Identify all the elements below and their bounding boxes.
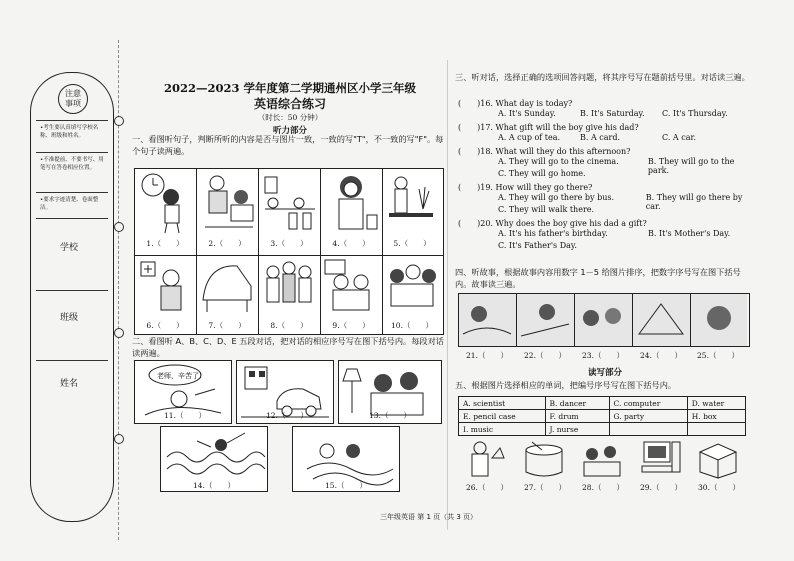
part3-questions [458,98,758,254]
word-row [459,410,746,423]
option[interactable]: C. It's Father's Day. [498,241,577,250]
word-cell [687,423,745,436]
box-picture [690,438,748,480]
speech-bubble-text: 老师，辛苦了！ [157,372,206,380]
option[interactable]: B. They will go there by car. [645,193,743,211]
word-cell [609,423,687,436]
field-divider [36,360,108,361]
story-picture-4 [633,294,691,346]
question-20: ( )20. Why does the boy give his dad a gift? [458,219,647,228]
notice-item: •要求字迹清楚、卷面整洁。 [40,197,99,211]
question-19: ( )19. How will they go there? [458,183,593,192]
notice-item: •不准提前、不要书写、用笔写在答卷相应位置。 [40,157,104,171]
word-cell: G. party [609,410,687,423]
word-cell: D. water [687,397,745,410]
binding-hole [114,116,124,126]
answer-blank[interactable]: 4.（ ） [332,239,370,248]
question-17: ( )17. What gift will the boy give his dad? [458,123,639,132]
listening-header: 听力部分 [272,126,307,136]
word-cell: B. dancer [545,397,609,410]
notice-divider [36,218,108,219]
answer-blank[interactable]: 7.（ ） [208,321,246,330]
answer-blank[interactable]: 10.（ ） [391,321,433,330]
field-divider [36,290,108,291]
cut-line [118,40,119,540]
answer-blank[interactable]: 9.（ ） [332,321,370,330]
answer-blank[interactable]: 6.（ ） [146,321,184,330]
class-label: 班级 [60,313,79,323]
answer-blank[interactable]: 27.（ ） [524,483,566,492]
notice-item: •考生要认真填写学校名称、班级和姓名。 [40,125,99,139]
answer-blank[interactable]: 13.（ ） [369,411,411,420]
question-18: ( )18. What will they do this afternoon? [458,147,631,156]
options-16 [458,109,758,122]
reading-header: 读写部分 [587,368,622,378]
word-row [459,423,746,436]
answer-blank[interactable]: 1.（ ） [146,239,184,248]
answer-blank[interactable]: 15.（ ） [325,481,367,490]
part2-blanks-row-2 [160,480,400,491]
name-label: 姓名 [60,379,79,389]
part3-instruction: 三、听对话，选择正确的选项回答问题，将其序号写在题前括号里。对话读三遍。 [455,72,750,82]
part4-instruction: 四、听故事，根据故事内容用数字 1－5 给图片排序，把数字序号写在图下括号内。故事读三遍。 [455,267,741,289]
answer-blank[interactable]: 26.（ ） [466,483,508,492]
answer-blank[interactable]: 3.（ ） [270,239,308,248]
computer-picture [632,438,690,480]
scientist-picture [458,438,516,480]
word-cell: C. computer [609,397,687,410]
question-16: ( )16. What day is today? [458,99,573,108]
option[interactable]: C. They will walk there. [498,205,595,214]
drum-picture [516,438,574,480]
notice-divider [36,120,108,121]
school-label: 学校 [60,243,79,253]
option[interactable]: B. A card. [580,133,621,142]
answer-blank[interactable]: 22.（ ） [524,351,566,360]
part2-instruction: 二、看图听 A、B、C、D、E 五段对话，把对话的相应序号写在图下括号内。每段对话读两遍。 [132,336,444,358]
word-cell: I. music [459,423,546,436]
part4-blanks [458,350,748,361]
answer-blank[interactable]: 5.（ ） [393,239,431,248]
story-picture-5 [691,294,747,346]
options-20 [458,229,758,241]
option[interactable]: C. A car. [662,133,696,142]
exam-title: 2022—2023 学年度第二学期通州区小学三年级 [163,81,416,95]
answer-blank[interactable]: 21.（ ） [466,351,508,360]
part2-blanks-row-1 [134,410,442,421]
notice-badge [58,84,88,114]
column-divider [447,60,448,530]
word-cell: E. pencil case [459,410,546,423]
option[interactable]: A. They will go there by bus. [498,193,615,202]
answer-blank[interactable]: 8.（ ） [270,321,308,330]
part5-instruction: 五、根据图片选择相应的单词，把编号序号写在图下括号内。 [455,380,677,390]
notice-title: 注意 事项 [65,89,81,108]
party-picture [574,438,632,480]
answer-blank[interactable]: 24.（ ） [640,351,682,360]
story-picture-2 [517,294,575,346]
option[interactable]: A. They will go to the cinema. [498,157,619,166]
word-row [459,397,746,410]
answer-blank[interactable]: 29.（ ） [640,483,682,492]
option[interactable]: A. It's Sunday. [498,109,556,118]
word-bank-table [458,396,746,436]
exam-subtitle: 英语综合练习 [253,97,326,111]
answer-blank[interactable]: 12.（ ） [266,411,308,420]
option[interactable]: A. It's his father's birthday. [498,229,608,238]
option[interactable]: B. It's Saturday. [580,109,645,118]
binding-hole [114,222,124,232]
story-picture-strip [458,293,750,347]
binding-hole [114,434,124,444]
exam-duration: （时长：50 分钟） [257,113,323,122]
part5-pictures [458,438,748,480]
word-cell: J. nurse [545,423,609,436]
part1-blanks-row-1 [134,238,442,249]
story-picture-3 [575,294,633,346]
notice-divider [36,192,108,193]
options-17 [458,133,758,146]
answer-blank[interactable]: 2.（ ） [208,239,246,248]
story-picture-1 [459,294,517,346]
part1-blanks-row-2 [134,320,442,331]
option[interactable]: C. It's Thursday. [662,109,728,118]
option[interactable]: B. It's Mother's Day. [648,229,731,238]
option[interactable]: B. They will go to the park. [647,157,735,175]
option[interactable]: A. A cup of tea. [498,133,561,142]
word-cell: H. box [687,410,745,423]
part5-blanks [458,482,748,493]
page-footer: 三年级英语 第 1 页（共 3 页） [380,513,478,521]
part1-instruction: 一、看图听句子，判断所听的内容是否与图片一致，一致的写"T"，不一致的写"F"。每个句子读两遍。 [132,134,444,156]
answer-blank[interactable]: 25.（ ） [697,351,739,360]
answer-blank[interactable]: 23.（ ） [582,351,624,360]
answer-blank[interactable]: 11.（ ） [164,411,206,420]
answer-blank[interactable]: 28.（ ） [582,483,624,492]
notice-divider [36,152,108,153]
word-cell: F. drum [545,410,609,423]
answer-blank[interactable]: 30.（ ） [698,483,740,492]
option[interactable]: C. They will go home. [498,169,586,178]
binding-hole [114,328,124,338]
word-cell: A. scientist [459,397,546,410]
answer-blank[interactable]: 14.（ ） [193,481,235,490]
